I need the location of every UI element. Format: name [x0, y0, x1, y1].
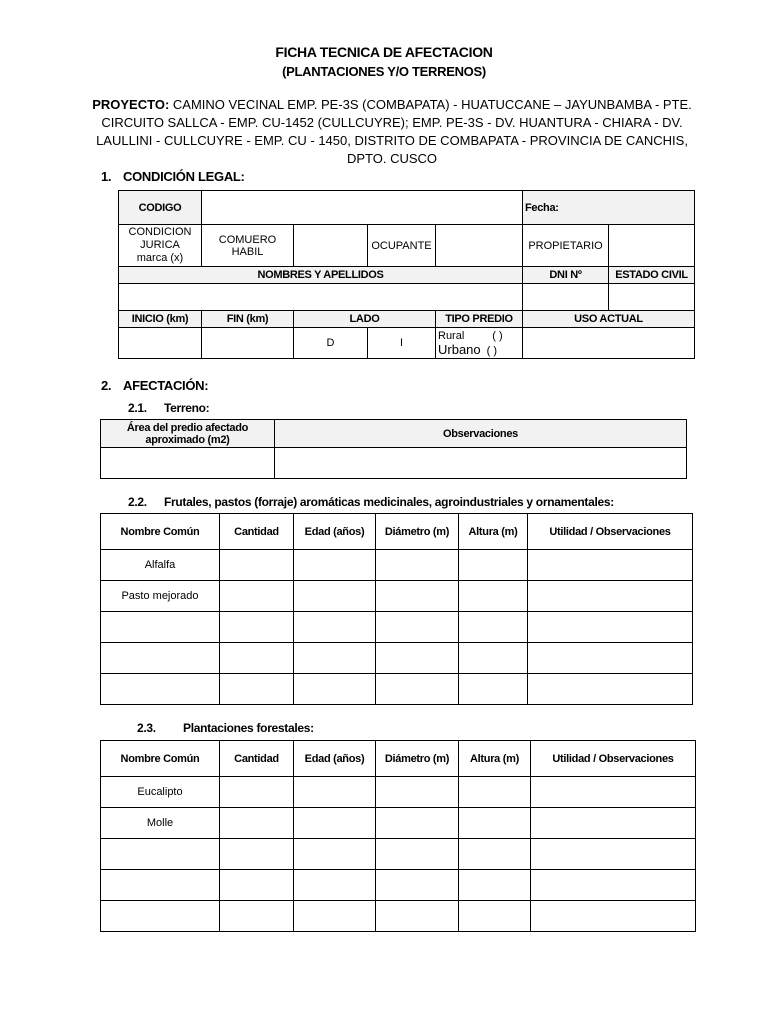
codigo-label: CODIGO [119, 191, 202, 225]
tipo-predio-field[interactable] [436, 328, 523, 359]
lado-i-field[interactable]: I [368, 328, 436, 359]
table-row[interactable]: Alfalfa [101, 550, 220, 581]
table-row[interactable] [101, 839, 220, 870]
cell[interactable] [459, 839, 531, 870]
cell[interactable] [376, 550, 459, 581]
cell[interactable] [531, 777, 696, 808]
cell[interactable] [220, 808, 294, 839]
forestales-header-diametro: Diámetro (m) [376, 741, 459, 777]
nombres-header: NOMBRES Y APELLIDOS [119, 267, 523, 284]
cell[interactable] [528, 581, 693, 612]
tipo-predio-header: TIPO PREDIO [436, 311, 523, 328]
frutales-header-edad: Edad (años) [294, 514, 376, 550]
urbano-label: Urbano [438, 341, 481, 357]
section23-heading [137, 721, 314, 735]
section1-title: CONDICIÓN LEGAL: [123, 169, 245, 184]
cell[interactable] [459, 612, 528, 643]
forestales-header-cantidad: Cantidad [220, 741, 294, 777]
cell[interactable] [528, 643, 693, 674]
frutales-header-diametro: Diámetro (m) [376, 514, 459, 550]
cell[interactable] [220, 777, 294, 808]
uso-actual-header: USO ACTUAL [523, 311, 695, 328]
dni-header: DNI Nº [523, 267, 609, 284]
codigo-field[interactable] [202, 191, 523, 225]
frutales-header-utilidad: Utilidad / Observaciones [528, 514, 693, 550]
table-row[interactable] [101, 612, 220, 643]
section22-title: Frutales, pastos (forraje) aromáticas medicinales, agroindustriales y ornamentales: [164, 495, 614, 509]
cell[interactable] [294, 643, 376, 674]
table-row[interactable] [101, 870, 220, 901]
cell[interactable] [220, 643, 294, 674]
cell[interactable] [376, 870, 459, 901]
observaciones-field[interactable] [275, 448, 687, 479]
forestales-table [100, 740, 696, 932]
cell[interactable] [220, 550, 294, 581]
cell[interactable] [531, 808, 696, 839]
legal-condition-table [118, 190, 695, 359]
estado-civil-field[interactable] [609, 284, 695, 311]
cell[interactable] [531, 870, 696, 901]
cell[interactable] [376, 643, 459, 674]
rural-check[interactable]: ( ) [492, 329, 503, 342]
cell[interactable] [294, 808, 376, 839]
lado-header: LADO [294, 311, 436, 328]
cell[interactable] [459, 870, 531, 901]
comunero-label: COMUERO HABIL [202, 225, 294, 267]
cell[interactable] [220, 901, 294, 932]
section21-number: 2.1. [128, 401, 147, 415]
nombres-field[interactable] [119, 284, 523, 311]
cell[interactable] [531, 839, 696, 870]
dni-field[interactable] [523, 284, 609, 311]
cell[interactable] [294, 581, 376, 612]
area-header: Área del predio afectado aproximado (m2) [101, 420, 275, 448]
cell[interactable] [459, 674, 528, 705]
table-row[interactable] [101, 674, 220, 705]
cell[interactable] [459, 643, 528, 674]
propietario-label: PROPIETARIO [523, 225, 609, 267]
fin-field[interactable] [202, 328, 294, 359]
section2-title: AFECTACIÓN: [123, 378, 209, 393]
project-description [86, 96, 698, 168]
table-row[interactable]: Pasto mejorado [101, 581, 220, 612]
uso-actual-field[interactable] [523, 328, 695, 359]
frutales-header-nombre: Nombre Común [101, 514, 220, 550]
forestales-header-nombre: Nombre Común [101, 741, 220, 777]
section23-number: 2.3. [137, 721, 156, 735]
table-row[interactable] [101, 901, 220, 932]
urbano-check[interactable]: ( ) [486, 344, 498, 357]
fin-header: FIN (km) [202, 311, 294, 328]
cell[interactable] [294, 777, 376, 808]
cell[interactable] [376, 808, 459, 839]
project-text: CAMINO VECINAL EMP. PE-3S (COMBAPATA) - HUATUCCANE – JAYUNBAMBA - PTE. CIRCUITO SALLCA - EMP. CU-1452 (CULLCUYRE); EMP. PE-3S - DV. HUANTURA - CHIARA - DV. LAULLINI - CULLCUYRE - EMP. CU - 1450, DISTRITO DE COMBAPATA - PROVINCIA DE CANCHIS, DPTO. CUSCO [96, 97, 692, 166]
condicion-label: CONDICION JURICA [128, 226, 192, 251]
ocupante-label: OCUPANTE [368, 225, 436, 267]
inicio-header: INICIO (km) [119, 311, 202, 328]
rural-label: Rural [438, 329, 465, 342]
frutales-table [100, 513, 693, 705]
cell[interactable] [376, 581, 459, 612]
cell[interactable] [376, 839, 459, 870]
cell[interactable] [294, 612, 376, 643]
condicion-juridica-cell [119, 225, 202, 267]
cell[interactable] [376, 901, 459, 932]
section1-number: 1. [101, 169, 112, 184]
cell[interactable] [220, 612, 294, 643]
cell[interactable] [376, 612, 459, 643]
cell[interactable] [294, 674, 376, 705]
cell[interactable] [528, 612, 693, 643]
table-row[interactable]: Molle [101, 808, 220, 839]
section22-heading [128, 495, 614, 509]
table-row[interactable] [101, 643, 220, 674]
cell[interactable] [294, 550, 376, 581]
marca-label: marca (x) [136, 252, 184, 264]
fecha-label[interactable]: Fecha: [523, 191, 695, 225]
section1-heading [101, 169, 245, 184]
cell[interactable] [294, 839, 376, 870]
cell[interactable] [459, 550, 528, 581]
cell[interactable] [528, 550, 693, 581]
forestales-header-altura: Altura (m) [459, 741, 531, 777]
lado-d-field[interactable]: D [294, 328, 368, 359]
cell[interactable] [294, 870, 376, 901]
project-label: PROYECTO: [92, 97, 170, 112]
cell[interactable] [531, 901, 696, 932]
cell[interactable] [376, 777, 459, 808]
document-subtitle: (PLANTACIONES Y/O TERRENOS) [282, 64, 486, 79]
cell[interactable] [459, 808, 531, 839]
cell[interactable] [220, 581, 294, 612]
section21-title: Terreno: [164, 401, 210, 415]
cell[interactable] [220, 839, 294, 870]
cell[interactable] [220, 870, 294, 901]
section2-number: 2. [101, 378, 112, 393]
cell[interactable] [376, 674, 459, 705]
frutales-header-cantidad: Cantidad [220, 514, 294, 550]
propietario-mark-field[interactable] [609, 225, 695, 267]
inicio-field[interactable] [119, 328, 202, 359]
document-title: FICHA TECNICA DE AFECTACION [275, 44, 493, 60]
cell[interactable] [459, 777, 531, 808]
ocupante-mark-field[interactable] [436, 225, 523, 267]
frutales-header-altura: Altura (m) [459, 514, 528, 550]
forestales-header-edad: Edad (años) [294, 741, 376, 777]
cell[interactable] [294, 901, 376, 932]
section21-heading [128, 401, 209, 415]
section23-title: Plantaciones forestales: [183, 721, 314, 735]
terreno-table [100, 419, 687, 479]
comunero-mark-field[interactable] [294, 225, 368, 267]
estado-civil-header: ESTADO CIVIL [609, 267, 695, 284]
cell[interactable] [220, 674, 294, 705]
cell[interactable] [459, 581, 528, 612]
forestales-header-utilidad: Utilidad / Observaciones [531, 741, 696, 777]
cell[interactable] [528, 674, 693, 705]
observaciones-header: Observaciones [275, 420, 687, 448]
table-row[interactable]: Eucalipto [101, 777, 220, 808]
cell[interactable] [459, 901, 531, 932]
section2-heading [101, 378, 208, 393]
area-field[interactable] [101, 448, 275, 479]
section22-number: 2.2. [128, 495, 147, 509]
